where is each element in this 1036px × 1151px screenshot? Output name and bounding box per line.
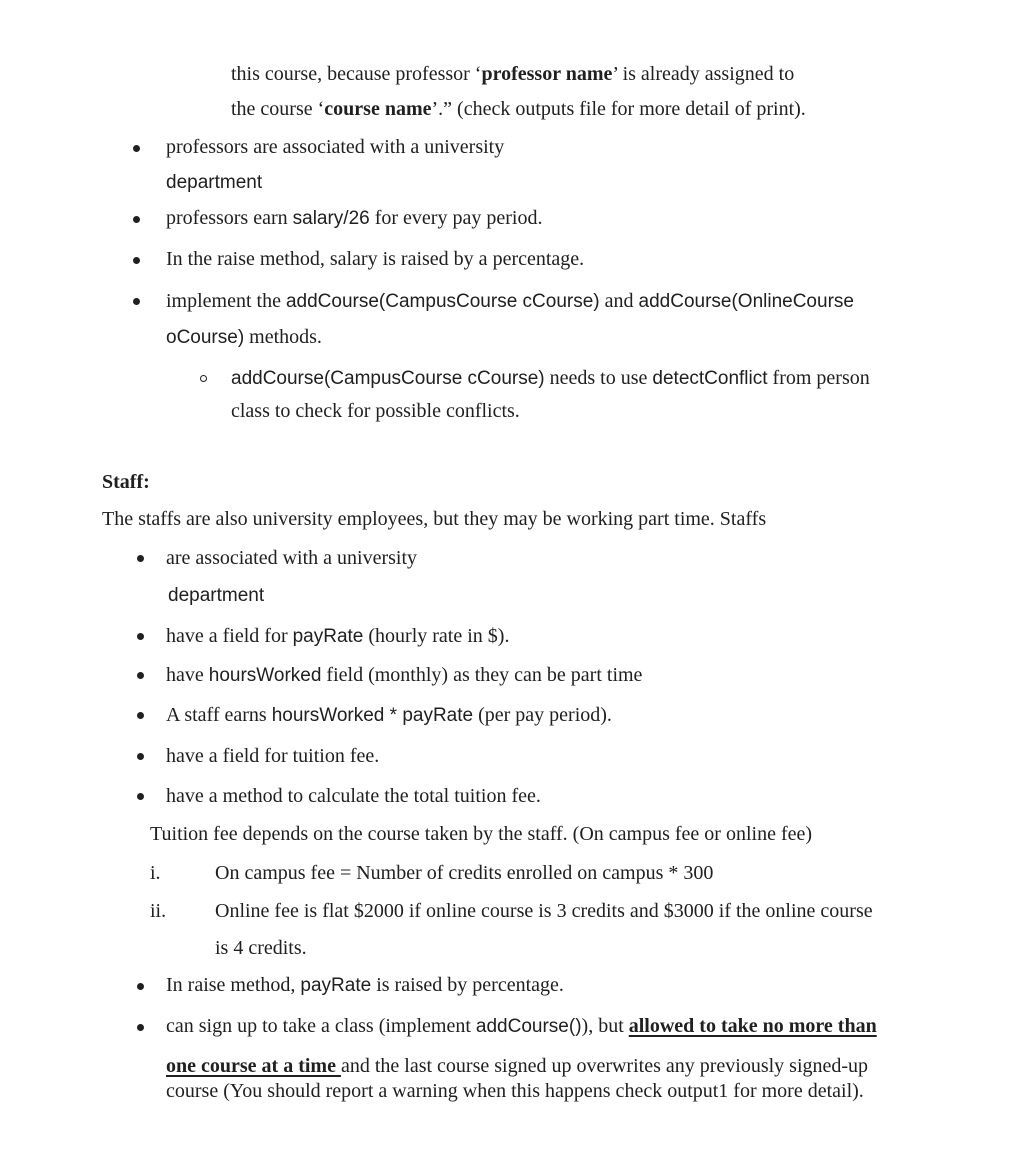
bullet-icon bbox=[133, 257, 140, 264]
staff-bullet-1-line-2: department bbox=[168, 585, 265, 606]
on-campus-fee: On campus fee = Number of credits enrolled on campus * 300 bbox=[215, 862, 714, 884]
online-fee-line-2: is 4 credits. bbox=[215, 937, 307, 959]
emphasis-underlined-bold: allowed to take no more than bbox=[628, 1015, 877, 1037]
staff-bullet-4: A staff earns hoursWorked * payRate (per pay period). bbox=[166, 704, 612, 726]
prof-bullet-3: In the raise method, salary is raised by a percentage. bbox=[166, 248, 585, 270]
continuation-line-2: the course ‘course name’.” (check outputs file for more detail of print). bbox=[231, 98, 806, 120]
bullet-icon bbox=[133, 216, 140, 223]
professor-name-placeholder: professor name bbox=[481, 63, 613, 85]
bullet-icon bbox=[137, 793, 144, 800]
bullet-icon bbox=[133, 145, 140, 152]
staff-bullet-1-line-1: are associated with a university bbox=[166, 547, 418, 569]
course-name-placeholder: course name bbox=[324, 98, 432, 120]
staff-bullet-8-line-1: can sign up to take a class (implement addCourse()), but allowed to take no more than bbox=[166, 1015, 877, 1037]
bullet-icon bbox=[133, 298, 140, 305]
prof-sub-bullet-line-2: class to check for possible conflicts. bbox=[231, 400, 520, 422]
staff-heading: Staff: bbox=[102, 471, 150, 493]
online-fee-line-1: Online fee is flat $2000 if online course is 3 credits and $3000 if the online course bbox=[215, 900, 873, 922]
sub-bullet-circle-icon bbox=[200, 375, 207, 382]
bullet-icon bbox=[137, 672, 144, 679]
prof-bullet-1-line-2: department bbox=[166, 172, 263, 193]
staff-bullet-6: have a method to calculate the total tuition fee. bbox=[166, 785, 541, 807]
roman-numeral-i: i. bbox=[150, 862, 161, 884]
staff-bullet-8-line-2: one course at a time and the last course signed up overwrites any previously signed-up bbox=[166, 1055, 869, 1077]
prof-bullet-4-line-2: oCourse) methods. bbox=[166, 326, 322, 348]
staff-bullet-5: have a field for tuition fee. bbox=[166, 745, 380, 767]
bullet-icon bbox=[137, 983, 144, 990]
staff-bullet-3: have hoursWorked field (monthly) as they can be part time bbox=[166, 664, 643, 686]
prof-bullet-4-line-1: implement the addCourse(CampusCourse cCourse) and addCourse(OnlineCourse bbox=[166, 290, 854, 312]
continuation-line-1: this course, because professor ‘professor name’ is already assigned to bbox=[231, 63, 795, 85]
bullet-icon bbox=[137, 712, 144, 719]
staff-bullet-2: have a field for payRate (hourly rate in $). bbox=[166, 625, 510, 647]
prof-bullet-1-line-1: professors are associated with a university bbox=[166, 136, 505, 158]
bullet-icon bbox=[137, 753, 144, 760]
staff-intro: The staffs are also university employees, but they may be working part time. Staffs bbox=[102, 508, 767, 530]
emphasis-underlined-bold: one course at a time bbox=[166, 1055, 341, 1077]
bullet-icon bbox=[137, 633, 144, 640]
bullet-icon bbox=[137, 555, 144, 562]
staff-bullet-7: In raise method, payRate is raised by percentage. bbox=[166, 974, 564, 996]
prof-sub-bullet-line-1: addCourse(CampusCourse cCourse) needs to use detectConflict from person bbox=[231, 367, 870, 389]
roman-numeral-ii: ii. bbox=[150, 900, 167, 922]
tuition-description: Tuition fee depends on the course taken by the staff. (On campus fee or online fee) bbox=[150, 823, 813, 845]
staff-bullet-8-line-3: course (You should report a warning when this happens check output1 for more detail). bbox=[166, 1080, 864, 1102]
prof-bullet-2: professors earn salary/26 for every pay period. bbox=[166, 207, 543, 229]
bullet-icon bbox=[137, 1024, 144, 1031]
